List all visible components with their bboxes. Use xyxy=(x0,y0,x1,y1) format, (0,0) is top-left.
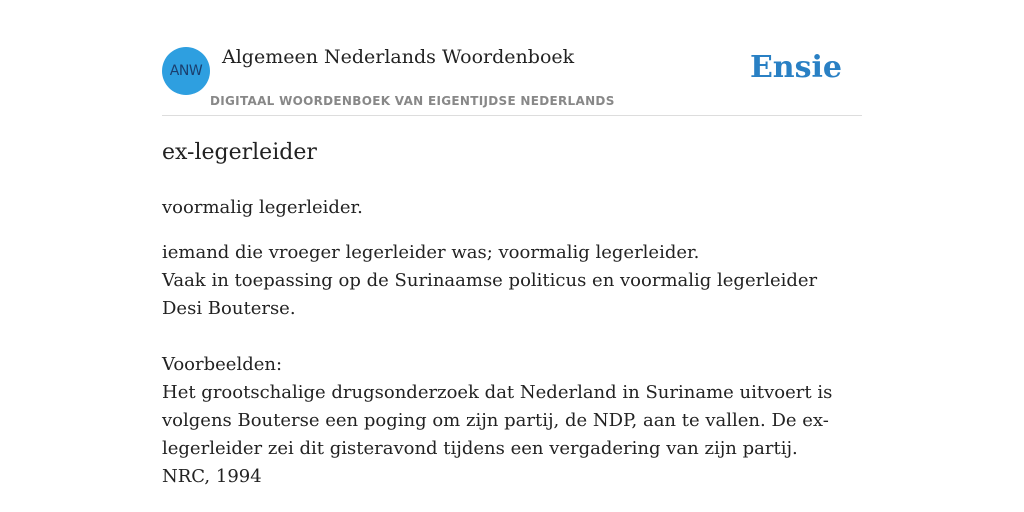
entry-card xyxy=(162,0,862,512)
spacer xyxy=(162,323,862,351)
example-source: NRC, 1994 xyxy=(162,466,262,487)
site-title[interactable]: Algemeen Nederlands Woordenboek xyxy=(222,46,575,68)
definition-body xyxy=(162,239,862,491)
examples-label: Voorbeelden: xyxy=(162,354,283,375)
ensie-brand-link[interactable]: Ensie xyxy=(749,50,842,85)
definition-text: iemand die vroeger legerleider was; voormalig legerleider. xyxy=(162,242,700,263)
short-definition: voormalig legerleider. xyxy=(162,197,363,218)
logo-text: ANW xyxy=(169,63,203,79)
anw-logo[interactable] xyxy=(162,47,210,95)
example-text: Het grootschalige drugsonderzoek dat Nederland in Suriname uitvoert is volgens Bouterse een poging om zijn partij, de NDP, aan te vallen. De ex-legerleider zei dit gisteravond tijdens een vergadering van zijn partij. xyxy=(162,382,833,459)
usage-note: Vaak in toepassing op de Surinaamse politicus en voormalig legerleider Desi Bouterse. xyxy=(162,270,818,319)
headword: ex-legerleider xyxy=(162,140,317,165)
site-header xyxy=(162,0,862,116)
site-subtitle: DIGITAAL WOORDENBOEK VAN EIGENTIJDSE NEDERLANDS xyxy=(210,94,615,108)
